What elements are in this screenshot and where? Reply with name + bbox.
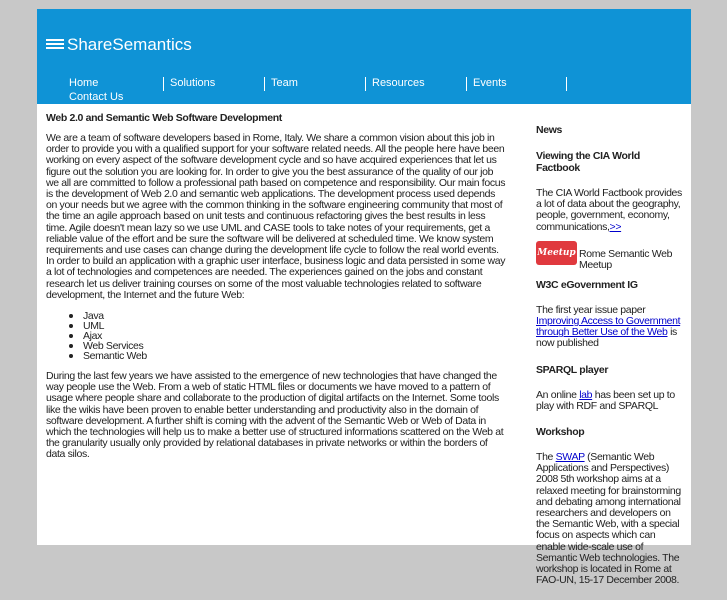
nav-item-events[interactable]: Events xyxy=(473,77,507,89)
nav-separator xyxy=(466,77,467,91)
closing-paragraph: During the last few years we have assisted to the emergence of new technologies that have changed the way people use the Web. From a web of static HTML files or documents we have moved to a pattern of usage where people share and collaborate to the production of digital artifacts on the Internet. Some tools like the wikis have been proven to enable better understanding and productivity also in the domain of software development. A further shift is coming with the advent of the Semantic Web or Web of Data in which the technologies will help us to make a better use of structured informations scattered on the Web at the granularity usually only provided by relational databases in private networks or within the borders of data silos. xyxy=(46,370,504,461)
news-title-sparql: SPARQL player xyxy=(536,363,609,376)
main-content xyxy=(46,112,506,471)
news-text: The first year issue paper xyxy=(536,303,646,316)
list-item: Semantic Web xyxy=(83,351,506,361)
news-text-workshop xyxy=(536,452,683,586)
meetup-logo[interactable]: Meetup xyxy=(536,241,577,265)
read-more-link[interactable]: >> xyxy=(609,220,622,233)
swap-link[interactable]: SWAP xyxy=(555,451,585,464)
news-text: The xyxy=(536,451,556,464)
nav-item-team[interactable]: Team xyxy=(271,77,298,89)
meetup-label: Rome Semantic Web Meetup xyxy=(579,247,673,271)
nav-item-resources[interactable]: Resources xyxy=(372,77,425,89)
news-sidebar xyxy=(536,124,683,600)
news-text: The CIA World Factbook provides a lot of data about the geography, people, government, economy, communications, xyxy=(536,187,682,233)
news-title-cia: Viewing the CIA World Factbook xyxy=(536,150,640,174)
nav-item-solutions[interactable]: Solutions xyxy=(170,77,216,89)
site-logo[interactable] xyxy=(46,35,192,55)
nav-separator xyxy=(566,77,567,91)
nav-item-contact-us[interactable]: Contact Us xyxy=(69,91,124,103)
page-title: Web 2.0 and Semantic Web Software Development xyxy=(46,112,282,124)
news-text: (Semantic Web Applications and Perspectives) 2008 5th workshop aims at a relaxed meeting for brainstorming and debating among international researchers and developers on the Semantic Web, with a special focus on aspects which can enable wide-scale use of Semantic Web technologies. The workshop is located in Rome at FAO-UN, 15-17 December 2008. xyxy=(536,451,681,587)
news-text: has been set up to play with RDF and SPARQL xyxy=(536,388,675,412)
news-text-w3c xyxy=(536,305,683,350)
nav-separator xyxy=(264,77,265,91)
news-heading: News xyxy=(536,124,563,136)
news-text-sparql xyxy=(536,390,683,412)
news-text-cia xyxy=(536,188,683,233)
menu-lines-icon xyxy=(46,39,64,51)
list-item: UML xyxy=(83,321,506,331)
news-title-workshop: Workshop xyxy=(536,426,585,439)
intro-paragraph: We are a team of software developers based in Rome, Italy. We share a common vision about this job in order to provide you with a qualified support for your software related needs. All the people here have been working on every aspect of the software development cycle and so have acquired experiences that let us figure out the solution you are looking for. In order to give you the best assurance of the quality of our job we all are committed to follow a professional path based on competence and responsibility. Our main focus is the development of Web 2.0 and semantic web applications. The development process used depends on your needs but we agree with the common thinking in the software engineering community that most of the time an agile approach based on unit tests and continuous refactoring gives the best results in less time. Agile doesn't mean lazy so we use UML and CASE tools to take notes of your requirements, get a reliable value of the effort and be sure the software will be delivered at scheduled time. We know system requirements and use cases can change during the development life cycle to follow the real world events. In order to build an application with a graphic user interface, business logic and data persisted in some way a lot of technologies and competences are needed. The experiences gained on the jobs and constant research let us deliver training courses on some of the most valuable technologies related to software development, the Internet and the future Web: xyxy=(46,132,506,301)
list-item: Web Services xyxy=(83,341,506,351)
nav-item-home[interactable]: Home xyxy=(69,77,99,89)
site-title: ShareSemantics xyxy=(67,35,192,54)
w3c-paper-link[interactable]: Improving Access to Government through Better Use of the Web xyxy=(536,315,681,339)
site-header xyxy=(37,9,691,104)
news-title-w3c: W3C eGovernment IG xyxy=(536,278,638,291)
page-container xyxy=(37,9,691,587)
news-text: is now published xyxy=(536,326,677,350)
meetup-item xyxy=(536,247,683,271)
list-item: Ajax xyxy=(83,331,506,341)
technology-list xyxy=(46,311,506,361)
news-text: An online xyxy=(536,388,580,401)
nav-separator xyxy=(163,77,164,91)
nav-separator xyxy=(365,77,366,91)
list-item: Java xyxy=(83,311,506,321)
lab-link[interactable]: lab xyxy=(579,388,593,401)
